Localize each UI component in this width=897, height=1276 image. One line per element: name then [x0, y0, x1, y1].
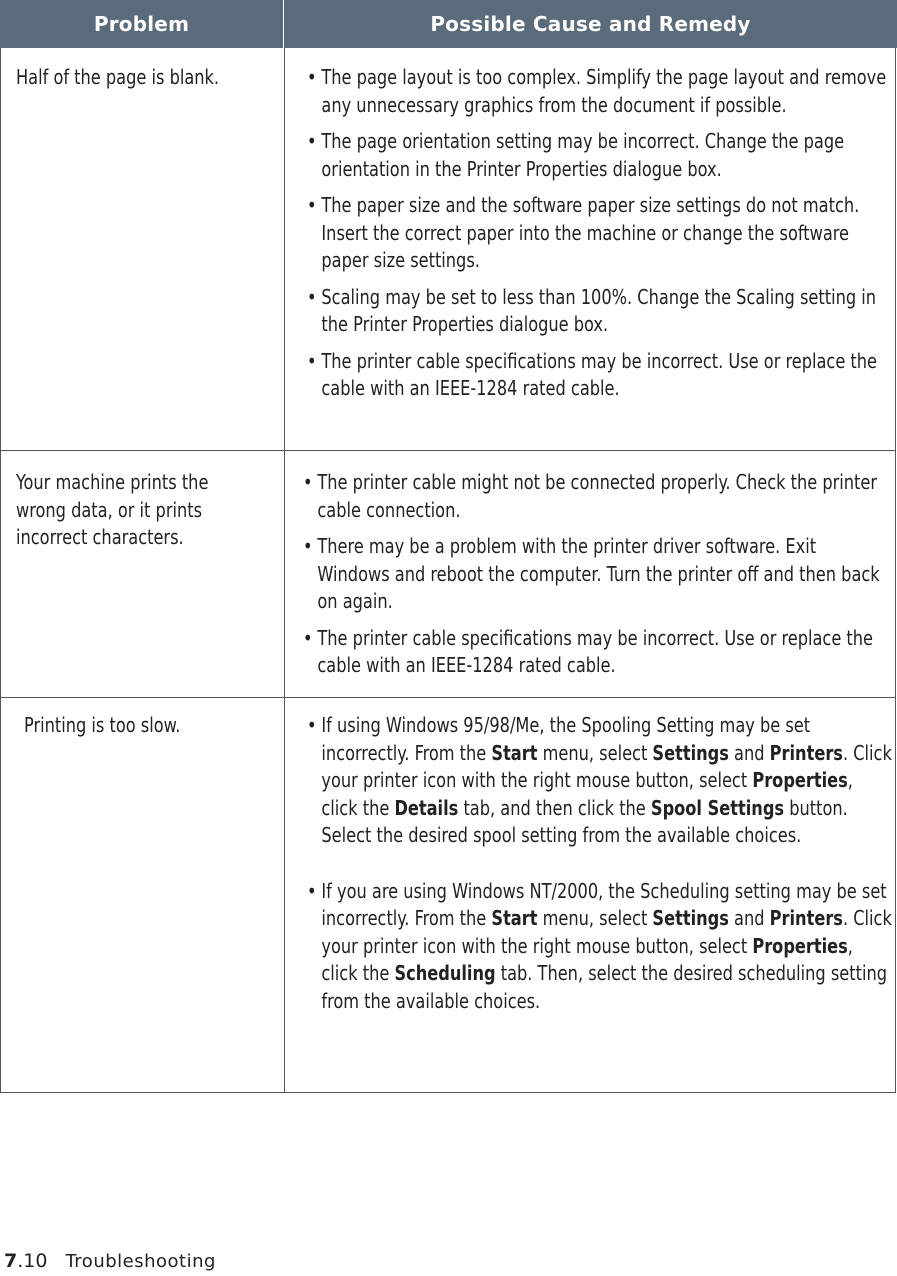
page-number: .10 [17, 1250, 48, 1272]
remedy-item: • The paper size and the software paper size settings do not match. Insert the correct paper into the machine or change the software paper size settings. [307, 193, 860, 272]
table-row [0, 451, 896, 698]
page-number-chapter: 7 [4, 1250, 18, 1272]
remedy-item: • If you are using Windows NT/2000, the Scheduling setting may be set incorrectly. From the Start menu, select Settings and Printers. Click your printer icon with the right mouse button, select Properties, click the Scheduling tab. Then, select the desired scheduling setting from the available choices. [307, 878, 892, 1013]
remedy-item: • The page orientation setting may be incorrect. Change the page orientation in the Printer Properties dialogue box. [307, 129, 845, 181]
table-header [0, 0, 897, 48]
remedy-item: • Scaling may be set to less than 100%. Change the Scaling setting in the Printer Properties dialogue box. [307, 284, 877, 336]
remedy-item: • The printer cable specifications may be incorrect. Use or replace the cable with an IEEE-1284 rated cable. [303, 625, 874, 677]
problem-cell: Half of the page is blank. [16, 65, 220, 89]
remedy-item: • There may be a problem with the printer driver software. Exit Windows and reboot the computer. Turn the printer off and then back on again. [303, 534, 880, 613]
remedy-cell [307, 64, 897, 403]
remedy-cell [307, 712, 897, 1015]
header-remedy: Possible Cause and Remedy [430, 12, 751, 36]
problem-cell: Printing is too slow. [24, 713, 181, 737]
remedy-cell [303, 469, 897, 680]
page-footer [4, 1250, 216, 1272]
remedy-item: • The printer cable might not be connected properly. Check the printer cable connection. [303, 470, 878, 522]
problem-cell: Your machine prints the wrong data, or it prints incorrect characters. [16, 470, 209, 549]
remedy-item: • The page layout is too complex. Simplify the page layout and remove any unnecessary graphics from the document if possible. [307, 65, 887, 117]
remedy-item: • If using Windows 95/98/Me, the Spooling Setting may be set incorrectly. From the Start menu, select Settings and Printers. Click your printer icon with the right mouse button, select Properties, click the Details tab, and then click the Spool Settings button. Select the desired spool setting from the available choices. [307, 713, 892, 847]
remedy-item: • The printer cable specifications may be incorrect. Use or replace the cable with an IEEE-1284 rated cable. [307, 348, 878, 400]
section-title: Troubleshooting [65, 1251, 216, 1272]
table-row [0, 698, 896, 1093]
table-row [0, 48, 896, 451]
header-problem: Problem [0, 0, 284, 48]
